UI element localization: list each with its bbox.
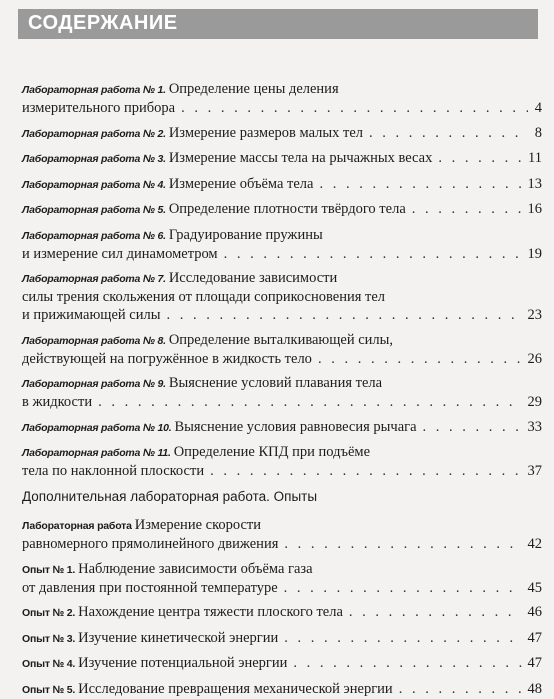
toc-entry-title: и прижимающей силы <box>22 307 161 323</box>
dot-leader <box>319 175 521 193</box>
toc-entry-line <box>22 443 542 462</box>
toc-page-number: 8 <box>534 124 542 141</box>
toc-entry-title: Изучение потенциальной энергии <box>78 655 288 671</box>
toc-page-number: 29 <box>527 394 542 410</box>
dot-leader <box>438 149 522 167</box>
toc-entry-line <box>22 393 542 411</box>
toc-entry[interactable] <box>22 175 542 194</box>
toc-entry-line <box>22 603 542 622</box>
table-of-contents <box>22 80 542 699</box>
toc-entry-title: Исследование зависимости <box>168 270 338 286</box>
toc-entry-line <box>22 350 542 368</box>
toc-entry-label: Опыт № 5. <box>22 683 76 696</box>
toc-page-number: 13 <box>527 175 542 192</box>
toc-entry-line <box>22 306 542 324</box>
toc-entry-label: Лабораторная работа № 4. <box>22 178 166 191</box>
toc-entry[interactable] <box>22 680 542 699</box>
toc-page-number: 47 <box>527 655 542 671</box>
toc-entry-title: и измерение сил динамометром <box>22 245 218 262</box>
toc-page-number: 45 <box>527 579 542 596</box>
toc-entry-title: Измерение размеров малых тел <box>168 124 363 141</box>
toc-entry-title: в жидкости <box>22 394 93 410</box>
toc-entry-title: Наблюдение зависимости объёма газа <box>78 560 313 577</box>
toc-entry-line <box>22 269 542 288</box>
dot-leader <box>369 124 529 142</box>
toc-page-number: 37 <box>527 463 542 479</box>
dot-leader <box>98 393 521 411</box>
toc-entry-line <box>22 680 542 699</box>
toc-entry-title: Нахождение центра тяжести плоского тела <box>78 604 343 620</box>
toc-entry[interactable] <box>22 226 542 263</box>
toc-entry-label: Лабораторная работа <box>22 520 132 532</box>
dot-leader <box>284 579 522 597</box>
toc-entry-title: Исследование превращения механической энергии <box>78 680 393 697</box>
toc-entry[interactable] <box>22 80 542 117</box>
toc-entry-title: равномерного прямолинейного движения <box>22 536 279 552</box>
toc-entry[interactable] <box>22 200 542 219</box>
toc-page-number: 48 <box>527 680 542 697</box>
toc-entry[interactable] <box>22 418 542 437</box>
dot-leader <box>284 535 521 553</box>
toc-page-number: 11 <box>528 150 542 166</box>
toc-entry-line <box>22 462 542 480</box>
dot-leader <box>293 654 521 672</box>
toc-entry[interactable] <box>22 603 542 622</box>
toc-entry-label: Лабораторная работа № 10. <box>22 421 172 434</box>
toc-entry-label: Опыт № 1. <box>22 563 76 576</box>
toc-entry-label: Опыт № 2. <box>22 607 76 619</box>
toc-page-number: 23 <box>527 307 542 323</box>
toc-entry-title: Определение КПД при подъёме <box>173 444 371 460</box>
toc-entry-title: Измерение массы тела на рычажных весах <box>168 150 433 166</box>
toc-entry-line <box>22 245 542 263</box>
toc-entry-line <box>22 175 542 194</box>
toc-entry[interactable] <box>22 331 542 368</box>
toc-entry-title: Определение цены деления <box>168 81 339 97</box>
dot-leader <box>399 680 522 698</box>
toc-entry-title: измерительного прибора <box>22 100 176 116</box>
dot-leader <box>284 629 521 647</box>
toc-entry-title: Выяснение условий плавания тела <box>168 375 383 391</box>
toc-entry[interactable] <box>22 629 542 648</box>
toc-entry-title: Градуирование пружины <box>168 226 323 243</box>
toc-entry-line <box>22 418 542 437</box>
toc-entry-label: Лабораторная работа № 7. <box>22 273 166 285</box>
toc-entry-line <box>22 200 542 219</box>
page-title: СОДЕРЖАНИЕ <box>28 12 178 34</box>
toc-entry-line <box>22 535 542 553</box>
header-bar <box>18 9 538 39</box>
dot-leader <box>166 306 521 324</box>
toc-entry-title: Изучение кинетической энергии <box>78 629 279 646</box>
toc-entry-line <box>22 331 542 350</box>
toc-entry[interactable] <box>22 149 542 168</box>
toc-entry[interactable] <box>22 654 542 673</box>
toc-page-number: 4 <box>534 100 542 116</box>
toc-entry-line <box>22 629 542 648</box>
dot-leader <box>423 418 522 436</box>
toc-entry-label: Опыт № 3. <box>22 632 76 645</box>
toc-entry-line <box>22 560 542 579</box>
dot-leader <box>224 245 522 263</box>
dot-leader <box>210 462 521 480</box>
toc-entry-title: действующей на погружённое в жидкость тело <box>22 350 312 367</box>
toc-entry-title: тела по наклонной плоскости <box>22 463 205 479</box>
dot-leader <box>318 350 522 368</box>
toc-entry-line <box>22 288 542 306</box>
toc-entry-label: Лабораторная работа № 6. <box>22 229 166 242</box>
toc-page-number: 16 <box>527 201 542 217</box>
toc-entry-title: Определение плотности твёрдого тела <box>168 201 406 217</box>
toc-entry-line <box>22 80 542 99</box>
toc-entry-line <box>22 374 542 393</box>
toc-entry-title: от давления при постоянной температуре <box>22 579 278 596</box>
toc-entry-line <box>22 124 542 143</box>
toc-entry[interactable] <box>22 560 542 597</box>
toc-page-number: 46 <box>527 604 542 620</box>
toc-entry-title: Определение выталкивающей силы, <box>168 331 394 348</box>
toc-entry-label: Лабораторная работа № 1. <box>22 84 166 96</box>
toc-entry[interactable] <box>22 124 542 143</box>
toc-entry[interactable] <box>22 443 542 480</box>
toc-entry[interactable] <box>22 374 542 411</box>
toc-page-number: 47 <box>527 629 542 646</box>
toc-page-number: 33 <box>527 418 542 435</box>
toc-entry-label: Лабораторная работа № 2. <box>22 127 166 140</box>
toc-entry-line <box>22 226 542 245</box>
dot-leader <box>349 603 522 621</box>
toc-entry-title: Выяснение условия равновесия рычага <box>174 418 417 435</box>
toc-entry-label: Лабораторная работа № 5. <box>22 204 166 216</box>
toc-entry-line <box>22 99 542 117</box>
toc-entry-label: Опыт № 4. <box>22 658 76 670</box>
toc-entry-line <box>22 579 542 597</box>
toc-entry-title: силы трения скольжения от площади соприкосновения тел <box>22 289 386 305</box>
toc-entry-title: Измерение объёма тела <box>168 175 314 192</box>
toc-entry-line <box>22 149 542 168</box>
toc-entry-title: Измерение скорости <box>134 517 262 533</box>
toc-page-number: 42 <box>527 536 542 552</box>
toc-entry-line <box>22 516 542 535</box>
toc-page-number: 26 <box>527 350 542 367</box>
toc-entry-label: Лабораторная работа № 3. <box>22 153 166 165</box>
dot-leader <box>181 99 528 117</box>
toc-entry[interactable] <box>22 269 542 324</box>
toc-entry-label: Лабораторная работа № 9. <box>22 378 166 390</box>
toc-entry[interactable] <box>22 516 542 553</box>
toc-page-number: 19 <box>527 245 542 262</box>
toc-entry-line <box>22 654 542 673</box>
toc-entry-label: Лабораторная работа № 8. <box>22 334 166 347</box>
section-title: Дополнительная лабораторная работа. Опыты <box>22 489 318 504</box>
dot-leader <box>412 200 522 218</box>
toc-entry-label: Лабораторная работа № 11. <box>22 447 171 459</box>
